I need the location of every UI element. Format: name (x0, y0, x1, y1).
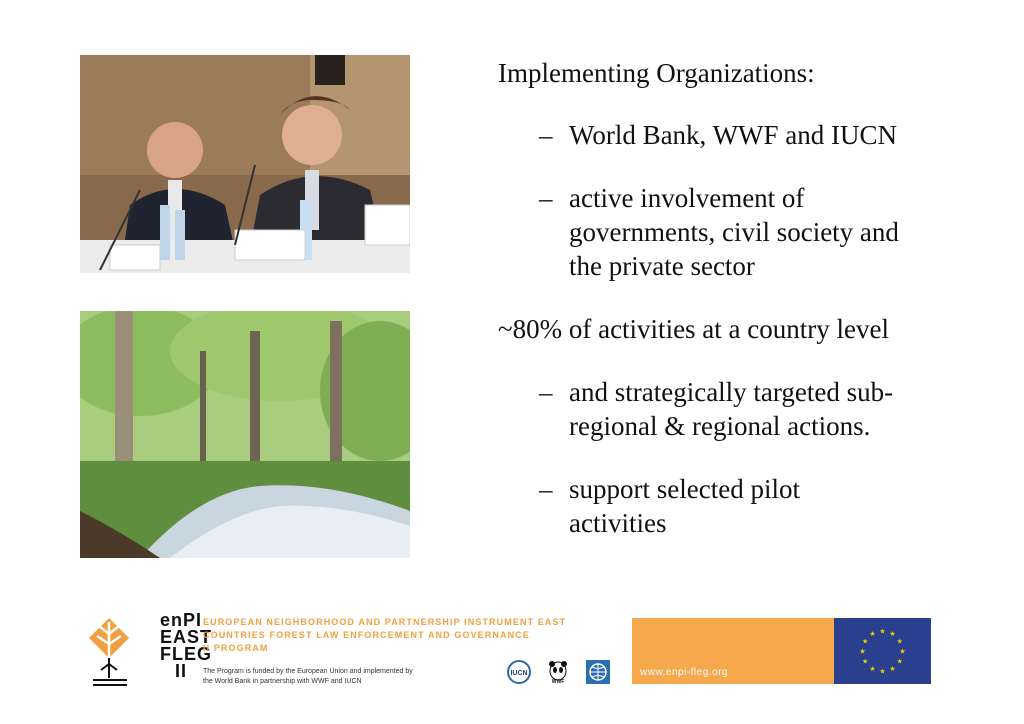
funding-line: the World Bank in partnership with WWF and IUCN (203, 678, 362, 685)
bullet-dash: – (539, 183, 553, 213)
heading-implementing-organizations: Implementing Organizations: (498, 58, 815, 88)
eu-star-icon: ★ (869, 630, 876, 639)
world-bank-logo-icon (586, 660, 610, 684)
bullet-item (498, 375, 998, 443)
funding-note (203, 667, 483, 687)
bullet-item (498, 472, 998, 540)
slide-content (498, 56, 998, 540)
eu-star-icon: ★ (879, 667, 886, 676)
forest-river-photo (80, 311, 410, 558)
logo-line: FLEG (160, 644, 212, 664)
iucn-label: IUCN (510, 670, 528, 677)
funding-line: The Program is funded by the European Union and implemented by (203, 668, 413, 675)
eu-star-icon: ★ (859, 647, 866, 656)
program-url[interactable]: www.enpi-fleg.org (640, 667, 728, 678)
bullet-dash: – (539, 377, 553, 407)
eu-star-icon: ★ (862, 657, 869, 666)
iucn-logo-icon (507, 660, 531, 684)
bullet-text: regional & regional actions. (569, 411, 871, 441)
wwf-label: WWF (551, 679, 565, 684)
bullet-item (498, 181, 998, 283)
logo-line: EAST (160, 627, 213, 647)
footer-banner (0, 600, 1024, 710)
bullet-dash: – (539, 120, 553, 150)
eu-star-icon: ★ (899, 647, 906, 656)
bullet-text: active involvement of (569, 183, 805, 213)
eu-flag-icon (834, 618, 931, 684)
eu-star-icon: ★ (879, 627, 886, 636)
eu-star-icon: ★ (889, 664, 896, 673)
bullet-text: support selected pilot (569, 474, 800, 504)
bullet-text: World Bank, WWF and IUCN (569, 120, 898, 150)
program-title-line: EUROPEAN NEIGHBORHOOD AND PARTNERSHIP INSTRUMENT EAST (203, 617, 567, 627)
logo-line: enPI (160, 610, 203, 630)
program-title-line: II PROGRAM (203, 643, 269, 653)
logo-line: II (175, 661, 188, 681)
bullet-item (498, 118, 998, 152)
bullet-text: and strategically targeted sub- (569, 377, 894, 407)
bullet-text: activities (569, 508, 667, 538)
bullet-dash: – (539, 474, 553, 504)
eu-star-icon: ★ (869, 664, 876, 673)
wwf-panda-logo-icon (546, 660, 570, 684)
eu-star-icon: ★ (862, 637, 869, 646)
url-banner (632, 618, 834, 684)
meeting-photo (80, 55, 410, 273)
program-title-line: COUNTRIES FOREST LAW ENFORCEMENT AND GOVERNANCE (203, 630, 530, 640)
bullet-text: the private sector (569, 251, 755, 281)
eu-star-icon: ★ (889, 630, 896, 639)
eu-star-icon: ★ (896, 657, 903, 666)
bullet-text: governments, civil society and (569, 217, 899, 247)
heading-country-level: ~80% of activities at a country level (498, 314, 889, 344)
program-title (203, 616, 623, 655)
eu-star-icon: ★ (896, 637, 903, 646)
